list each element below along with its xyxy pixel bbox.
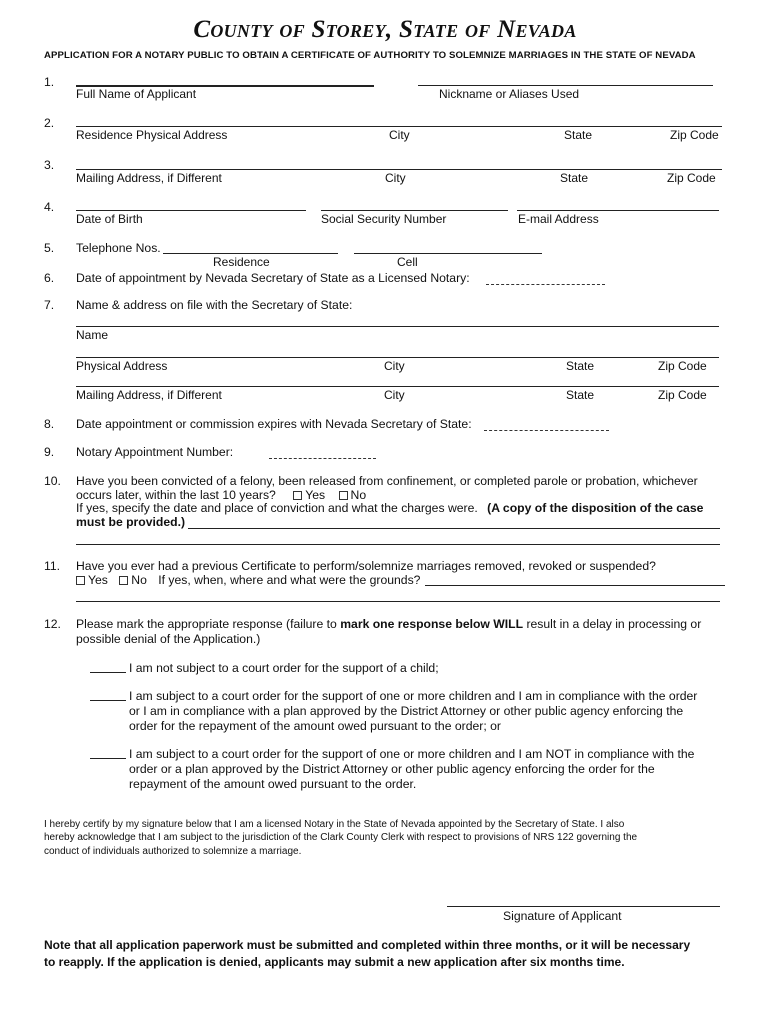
revoked-no-option[interactable] (119, 573, 147, 587)
mailing-city-label: City (385, 171, 406, 185)
option2-line1: I am subject to a court order for the support of one or more children and I am in compliance with the order (129, 689, 698, 703)
revoked-grounds-field-2[interactable] (76, 601, 720, 602)
instructions-pre: Please mark the appropriate response (failure to (76, 617, 337, 631)
mailing-zip-label: Zip Code (667, 171, 716, 185)
revoked-grounds-text: If yes, when, where and what were the grounds? (158, 573, 421, 587)
felony-details-field-2[interactable] (76, 544, 720, 545)
felony-details-field-1[interactable] (188, 528, 720, 529)
disposition-note-end: must be provided.) (76, 515, 186, 529)
child-support-instructions (76, 617, 701, 631)
email-field[interactable] (517, 210, 719, 211)
checkbox-icon[interactable] (339, 491, 348, 500)
option3-mark-field[interactable] (90, 758, 126, 759)
mailing-address-label: Mailing Address, if Different (76, 171, 222, 185)
revoked-options-line (76, 573, 420, 587)
mailing-state-label: State (560, 171, 589, 185)
sos-name-label: Name (76, 328, 109, 342)
sos-physical-zip-label: Zip Code (658, 359, 707, 373)
item-number-3: 3. (44, 158, 55, 172)
appointment-number-label: Notary Appointment Number: (76, 445, 234, 459)
sos-mailing-state-label: State (566, 388, 595, 402)
revoked-yes-option[interactable] (76, 573, 108, 587)
option2-line3: order for the repayment of the amount owed pursuant to the order; or (129, 719, 501, 733)
option1-text: I am not subject to a court order for the support of a child; (129, 661, 439, 675)
item-number-5: 5. (44, 241, 55, 255)
item-number-2: 2. (44, 116, 55, 130)
mailing-address-field[interactable] (76, 169, 722, 170)
item-number-12: 12. (44, 617, 61, 631)
instructions-line2: possible denial of the Application.) (76, 632, 261, 646)
nickname-field[interactable] (418, 85, 713, 86)
felony-details-text: If yes, specify the date and place of conviction and what the charges were. (76, 501, 478, 515)
item-number-6: 6. (44, 271, 55, 285)
note-line2: to reapply. If the application is denied, applicants may submit a new application after six months time. (44, 955, 625, 969)
sos-name-field[interactable] (76, 326, 719, 327)
sos-address-label: Name & address on file with the Secretary of State: (76, 298, 353, 312)
note-line1: Note that all application paperwork must be submitted and completed within three months, or it will be necessary (44, 938, 691, 952)
option2-mark-field[interactable] (90, 700, 126, 701)
item-number-1: 1. (44, 75, 55, 89)
option3-line1: I am subject to a court order for the support of one or more children and I am NOT in compliance with the (129, 747, 695, 761)
residence-state-label: State (564, 128, 593, 142)
sos-physical-field[interactable] (76, 357, 719, 358)
dob-field[interactable] (76, 210, 306, 211)
certification-line2: hereby acknowledge that I am subject to the jurisdiction of the Clark County Clerk with respect to provisions of NRS 122 governing the (44, 832, 638, 843)
certification-line3: conduct of individuals authorized to solemnize a marriage. (44, 846, 302, 857)
revoked-no-label: No (131, 573, 147, 587)
checkbox-icon[interactable] (76, 576, 85, 585)
page-title: County of Storey, State of Nevada (193, 16, 577, 43)
felony-question-line2 (76, 488, 366, 502)
appointment-date-label: Date of appointment by Nevada Secretary of State as a Licensed Notary: (76, 271, 470, 285)
instructions-bold: mark one response below WILL (340, 617, 524, 631)
disposition-note: (A copy of the disposition of the case (487, 501, 704, 515)
option1-mark-field[interactable] (90, 672, 126, 673)
appointment-number-field[interactable] (269, 458, 376, 459)
item-number-9: 9. (44, 445, 55, 459)
residence-address-field[interactable] (76, 126, 722, 127)
felony-details-line (76, 501, 703, 515)
option3-line3: repayment of the amount owed pursuant to the order. (129, 777, 417, 791)
revoked-grounds-field-1[interactable] (425, 585, 725, 586)
sos-mailing-label: Mailing Address, if Different (76, 388, 222, 402)
revoked-question: Have you ever had a previous Certificate to perform/solemnize marriages removed, revoked or suspended? (76, 559, 656, 573)
felony-yes-label: Yes (305, 488, 326, 502)
residence-address-label: Residence Physical Address (76, 128, 228, 142)
cell-phone-label: Cell (397, 255, 418, 269)
ssn-label: Social Security Number (321, 212, 447, 226)
item-number-11: 11. (44, 559, 61, 573)
checkbox-icon[interactable] (293, 491, 302, 500)
residence-phone-label: Residence (213, 255, 270, 269)
item-number-8: 8. (44, 417, 55, 431)
felony-question-line1: Have you been convicted of a felony, been released from confinement, or completed parole or probation, whichever (76, 474, 698, 488)
sos-physical-state-label: State (566, 359, 595, 373)
email-label: E-mail Address (518, 212, 599, 226)
sos-physical-city-label: City (384, 359, 405, 373)
residence-city-label: City (389, 128, 410, 142)
telephone-label: Telephone Nos. (76, 241, 161, 255)
signature-label: Signature of Applicant (503, 909, 622, 923)
sos-mailing-field[interactable] (76, 386, 719, 387)
item-number-10: 10. (44, 474, 61, 488)
sos-mailing-zip-label: Zip Code (658, 388, 707, 402)
nickname-label: Nickname or Aliases Used (439, 87, 580, 101)
option2-line2: or I am in compliance with a plan approved by the District Attorney or other public agency enforcing the (129, 704, 684, 718)
signature-field[interactable] (447, 906, 720, 907)
felony-no-label: No (350, 488, 367, 502)
item-number-7: 7. (44, 298, 55, 312)
option3-line2: order or a plan approved by the District Attorney or other public agency enforcing the order for the (129, 762, 655, 776)
felony-question-text: occurs later, within the last 10 years? (76, 488, 276, 502)
residence-zip-label: Zip Code (670, 128, 719, 142)
residence-phone-field[interactable] (163, 253, 338, 254)
certification-line1: I hereby certify by my signature below that I am a licensed Notary in the State of Nevada appointed by the Secretary of State. I also (44, 819, 625, 830)
full-name-label: Full Name of Applicant (76, 87, 197, 101)
felony-yes-option[interactable] (293, 488, 325, 502)
sos-mailing-city-label: City (384, 388, 405, 402)
checkbox-icon[interactable] (119, 576, 128, 585)
sos-physical-label: Physical Address (76, 359, 168, 373)
item-number-4: 4. (44, 200, 55, 214)
expiration-field[interactable] (484, 430, 609, 431)
form-subtitle: APPLICATION FOR A NOTARY PUBLIC TO OBTAIN A CERTIFICATE OF AUTHORITY TO SOLEMNIZE MARRIAGES IN THE STATE OF NEVADA (44, 50, 696, 61)
revoked-yes-label: Yes (88, 573, 108, 587)
dob-label: Date of Birth (76, 212, 143, 226)
cell-phone-field[interactable] (354, 253, 542, 254)
appointment-date-field[interactable] (486, 284, 605, 285)
ssn-field[interactable] (321, 210, 508, 211)
expiration-label: Date appointment or commission expires with Nevada Secretary of State: (76, 417, 472, 431)
felony-no-option[interactable] (339, 488, 367, 502)
instructions-post: result in a delay in processing or (526, 617, 702, 631)
